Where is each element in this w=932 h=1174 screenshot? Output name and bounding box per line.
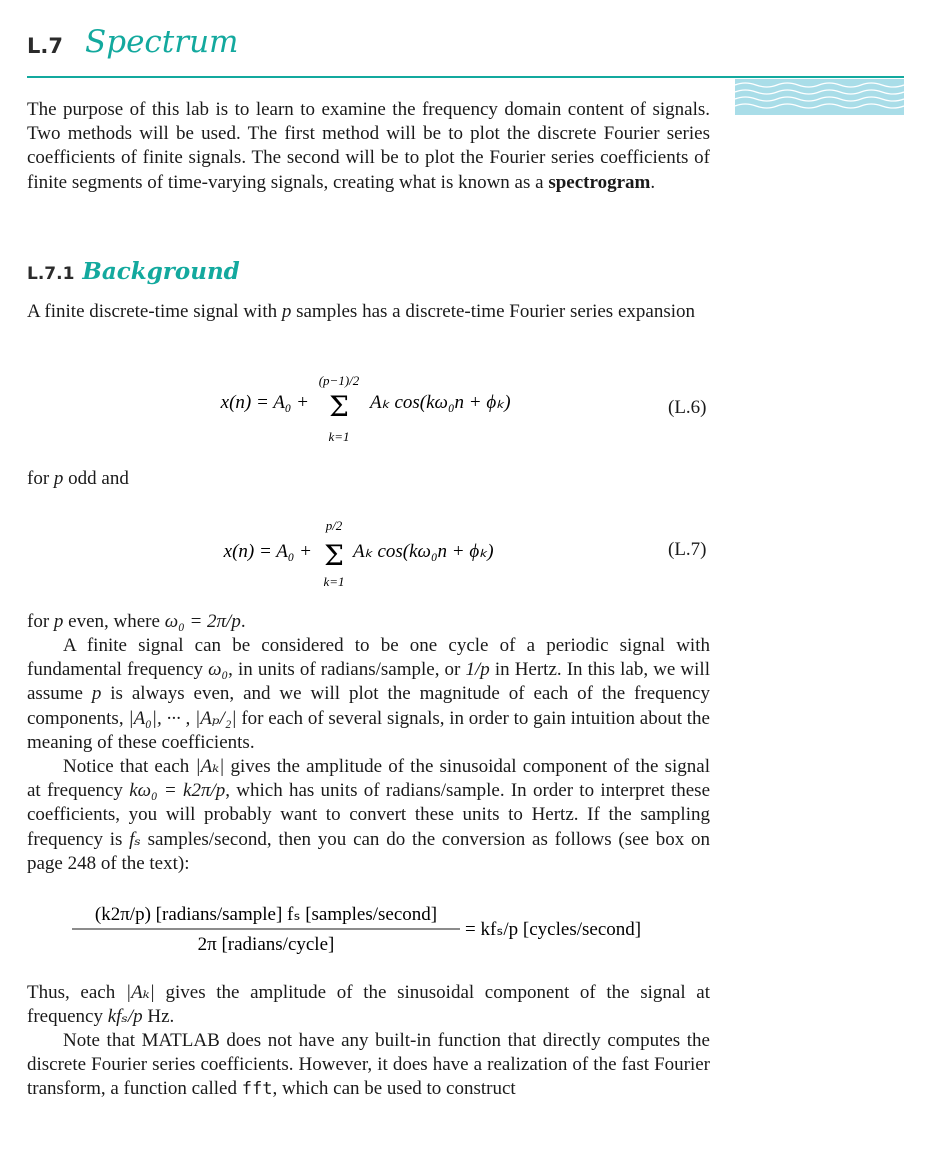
eq2-lhs: x(n) = A₀ +: [223, 541, 312, 562]
sigma-symbol: Σ: [324, 539, 344, 572]
equation-l7: [0, 511, 720, 593]
chapter-title: Spectrum: [85, 24, 239, 60]
eq1-lower-limit: k=1: [328, 429, 350, 444]
equation-conversion: [0, 898, 720, 960]
fft-code: fft: [241, 1079, 273, 1100]
sigma-symbol: Σ: [329, 390, 349, 423]
chapter-number: L.7: [27, 34, 63, 58]
eq1-lhs: x(n) = A₀ +: [220, 392, 309, 413]
intro-paragraph: The purpose of this lab is to learn to examine the frequency domain content of signals. Two methods will be used. The first method will be to plot the discrete Fourier series coefficients of finite signals. The second will be to plot the Fourier series coefficients of finite segments of time-varying signals, creating what is known as a spectrogram.: [27, 99, 710, 193]
eq3-rhs: = kfₛ/p [cycles/second]: [465, 919, 642, 940]
paragraph-expansion: A finite discrete-time signal with p samples has a discrete-time Fourier series expansion: [27, 301, 695, 322]
paragraph-finite-signal: A finite signal can be considered to be one cycle of a periodic signal with fundamental frequency ω₀, in units of radians/sample, or 1/p in Hertz. In this lab, we will assume p is always even, and we will plot the magnitude of each of the frequency components, |A₀|, ··· , |Aₚ/₂| for each of several signals, in order to gain intuition about the meaning of these coefficients.: [27, 635, 710, 753]
wave-ornament: [735, 79, 904, 115]
section-heading: [27, 258, 240, 285]
eq3-denominator: 2π [radians/cycle]: [197, 934, 335, 955]
eq1-upper-limit: (p−1)/2: [318, 373, 360, 388]
heading-rule: [27, 76, 904, 78]
equation-label-l7: (L.7): [668, 539, 707, 560]
paragraph-amplitude: Notice that each |Aₖ| gives the amplitude of the sinusoidal component of the signal at frequency kω₀ = k2π/p, which has units of radians/sample. In order to interpret these coefficients, you will probably want to convert these units to Hertz. If the sampling frequency is fₛ samples/second, then you can do the conversion as follows (see box on page 248 of the text):: [27, 756, 710, 874]
eq1-rhs: Aₖ cos(kω₀n + ϕₖ): [370, 392, 511, 413]
paragraph-even: for p even, where ω₀ = 2π/p.: [27, 611, 246, 632]
equation-l6: [0, 368, 720, 450]
paragraph-thus: Thus, each |Aₖ| gives the amplitude of the sinusoidal component of the signal at frequency kfₛ/p Hz.: [27, 982, 710, 1028]
eq2-lower-limit: k=1: [323, 574, 345, 589]
eq3-numerator: (k2π/p) [radians/sample] fₛ [samples/second]: [94, 904, 438, 925]
paragraph-matlab: Note that MATLAB does not have any built-in function that directly computes the discrete Fourier series coefficients. However, it does have a realization of the fast Fourier transform, a function called fft, which can be used to construct: [27, 1030, 710, 1100]
eq2-rhs: Aₖ cos(kω₀n + ϕₖ): [353, 541, 494, 562]
spectrogram-term: spectrogram: [548, 171, 651, 193]
section-title: Background: [82, 258, 240, 285]
paragraph-odd: for p odd and: [27, 468, 129, 489]
equation-label-l6: (L.6): [668, 397, 707, 418]
eq2-upper-limit: p/2: [325, 518, 343, 533]
section-number: L.7.1: [27, 264, 75, 284]
